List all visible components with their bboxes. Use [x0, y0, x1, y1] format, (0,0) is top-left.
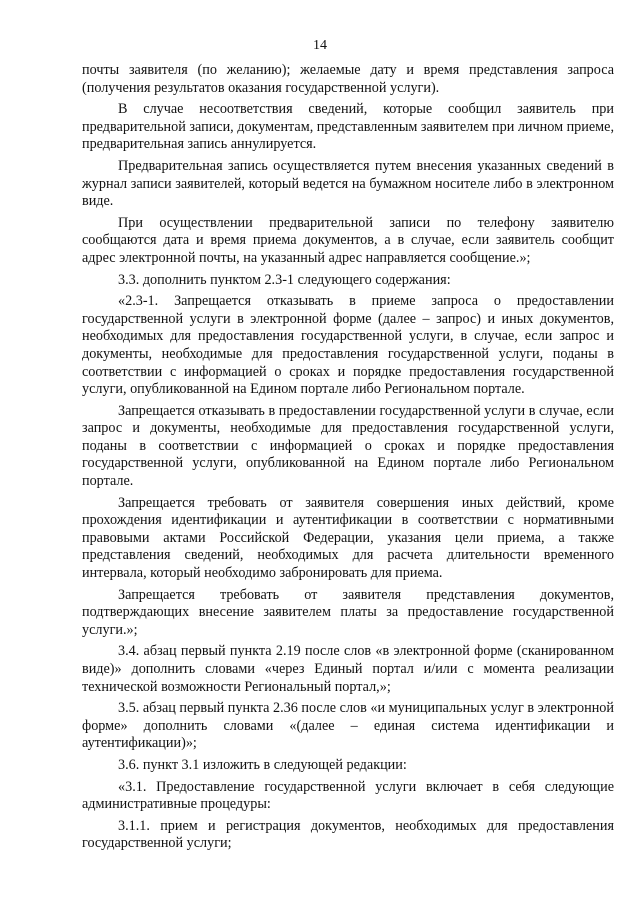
paragraph: 3.1.1. прием и регистрация документов, необходимых для предоставления государственной услуги;: [82, 817, 614, 852]
paragraph: В случае несоответствия сведений, которые сообщил заявитель при предварительной записи, документам, представленным заявителем при личном приеме, предварительная запись аннулируется.: [82, 101, 614, 153]
paragraph: почты заявителя (по желанию); желаемые дату и время представления запроса (получения результатов оказания государственной услуги).: [82, 62, 614, 96]
paragraph: При осуществлении предварительной записи по телефону заявителю сообщаются дата и время приема документов, а в случае, если заявитель сообщит адрес электронной почты, на указанный адрес направляется сообщение.»;: [82, 214, 614, 266]
paragraph: Запрещается требовать от заявителя представления документов, подтверждающих внесение заявителем платы за предоставление государственной услуги.»;: [82, 586, 614, 638]
paragraph: Запрещается отказывать в предоставлении государственной услуги в случае, если запрос и документы, необходимые для предоставления государственной услуги, поданы в соответствии с информацией о сроках и порядке предоставления государственной услуги, опубликованной на Едином портале либо Региональном портале.: [82, 402, 614, 490]
paragraph: «2.3-1. Запрещается отказывать в приеме запроса о предоставлении государственной услуги в электронной форме (далее – запрос) и иных документов, необходимых для предоставления государственной услуги, в случае, если запрос и документы, необходимые для предоставления государственной услуги, поданы в соответствии с информацией о сроках и порядке предоставления государственной услуги, опубликованной на Едином портале либо Региональном портале.: [82, 293, 614, 398]
paragraph: «3.1. Предоставление государственной услуги включает в себя следующие административные процедуры:: [82, 778, 614, 813]
document-body: [82, 62, 614, 853]
paragraph: 3.4. абзац первый пункта 2.19 после слов «в электронной форме (сканированном виде)» дополнить словами «через Единый портал и/или с момента реализации технической возможности Региональный портал,»;: [82, 643, 614, 695]
paragraph: 3.3. дополнить пунктом 2.3-1 следующего содержания:: [118, 271, 451, 288]
paragraph: 3.6. пункт 3.1 изложить в следующей редакции:: [118, 756, 407, 773]
paragraph: 3.5. абзац первый пункта 2.36 после слов «и муниципальных услуг в электронной форме» дополнить словами «(далее – единая система идентификации и аутентификации)»;: [82, 700, 614, 752]
paragraph: Предварительная запись осуществляется путем внесения указанных сведений в журнал записи заявителей, который ведется на бумажном носителе либо в электронном виде.: [82, 157, 614, 210]
paragraph: Запрещается требовать от заявителя совершения иных действий, кроме прохождения идентификации и аутентификации в соответствии с нормативными правовыми актами Российской Федерации, указания цели приема, а также представления сведений, необходимых для расчета длительности временного интервала, который необходимо забронировать для приема.: [82, 494, 614, 582]
page-number: 14: [313, 38, 327, 53]
